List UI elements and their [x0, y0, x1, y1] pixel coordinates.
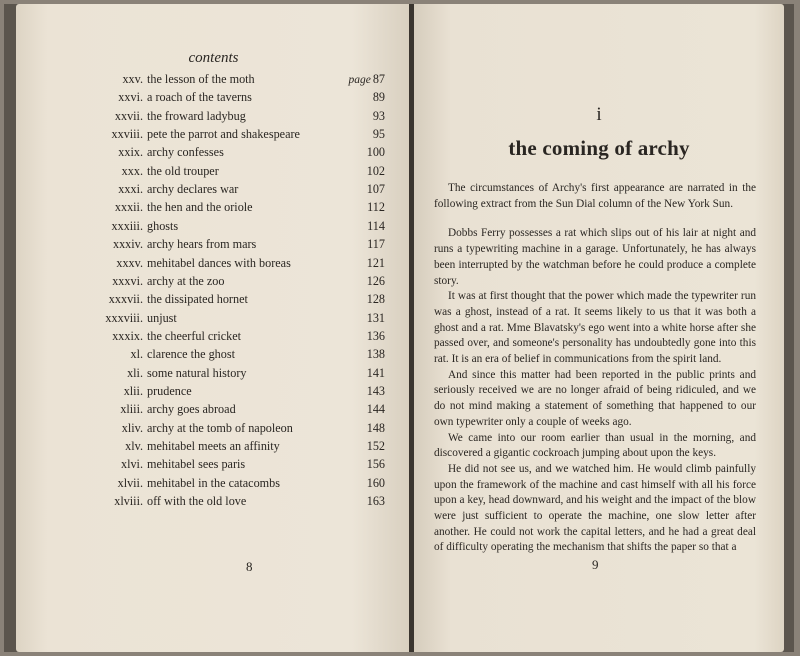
toc-entry-title: archy goes abroad — [147, 402, 236, 417]
toc-entry-title: mehitabel meets an affinity — [147, 439, 280, 453]
toc-entry-page: 95 — [372, 127, 385, 142]
toc-entry-page: 152 — [366, 439, 385, 453]
toc-entry — [16, 217, 411, 235]
toc-entry-number: xxvii. — [114, 108, 143, 123]
toc-entry-page: 156 — [366, 457, 385, 472]
toc-entry-number: xxviii. — [111, 127, 143, 142]
toc-entry-number: xxvi. — [118, 90, 143, 105]
toc-entry-page — [348, 70, 385, 89]
toc-entry-number: xlii. — [123, 383, 143, 398]
toc-entry — [16, 400, 411, 418]
toc-entry-page: 100 — [366, 145, 385, 160]
toc-entry-page: 144 — [366, 402, 385, 417]
toc-entry-page: 128 — [366, 292, 385, 307]
toc-entry-number: xlvi. — [120, 457, 143, 472]
toc-entry-page: 126 — [366, 273, 385, 288]
toc-entry-number: xlv. — [125, 439, 143, 453]
toc-entry — [16, 198, 411, 216]
toc-entry-title: mehitabel dances with boreas — [147, 255, 291, 270]
toc-entry — [16, 437, 411, 455]
toc-entry-title: archy confesses — [147, 145, 224, 160]
toc-entry-page: 131 — [366, 310, 385, 325]
toc-entry — [16, 474, 411, 492]
toc-entry-number: xxxvi. — [112, 273, 143, 288]
toc-entry-number: xlviii. — [114, 494, 143, 509]
toc-entry-title: a roach of the taverns — [147, 90, 252, 105]
toc-entry — [16, 272, 411, 290]
toc-entry-number: xliv. — [121, 420, 143, 435]
toc-entry — [16, 162, 411, 180]
toc-entry-title: the lesson of the moth — [147, 72, 255, 86]
toc-entry-page: 114 — [367, 218, 385, 233]
toc-entry-page: 138 — [366, 347, 385, 362]
toc-entry — [16, 125, 411, 143]
toc-entry — [16, 309, 411, 327]
toc-entry — [16, 290, 411, 308]
toc-entry-page: 143 — [366, 383, 385, 398]
toc-entry-page: 107 — [366, 182, 385, 197]
body-paragraph: We came into our room earlier than usual in the morning, and discovered a gigantic cockroach jumping about upon the keys. — [434, 431, 756, 460]
toc-entry — [16, 180, 411, 198]
toc-entry-number: xxix. — [118, 145, 143, 160]
body-paragraph: And since this matter had been reported in the public prints and seriously received we are no longer afraid of being ridiculed, and we do not mind making a statement of something that happened to our own typewriter only a couple of weeks ago. — [434, 368, 756, 428]
toc-entry — [16, 107, 411, 125]
toc-entry-title: archy declares war — [147, 182, 239, 197]
toc-entry-page: 93 — [372, 108, 385, 123]
toc-entry — [16, 88, 411, 106]
toc-entry-page: 117 — [367, 237, 385, 252]
toc-entry-number: xlvii. — [117, 475, 143, 490]
toc-entry-page: 148 — [366, 420, 385, 435]
intro-paragraph: The circumstances of Archy's first appearance are narrated in the following extract from the Sun Dial column of the New York Sun. — [434, 182, 756, 210]
toc-entry-page: 102 — [366, 163, 385, 178]
toc-entry — [16, 364, 411, 382]
toc-entry-title: unjust — [147, 310, 177, 325]
toc-entry-title: archy at the tomb of napoleon — [147, 420, 293, 435]
toc-entry-number: xliii. — [120, 402, 143, 417]
toc-entry-number: xxxviii. — [105, 310, 143, 325]
toc-entry-page: 141 — [366, 365, 385, 380]
toc-entry — [16, 143, 411, 161]
toc-entry — [16, 235, 411, 253]
chapter-number: i — [596, 104, 602, 125]
toc-entry-title: the cheerful cricket — [147, 328, 242, 343]
toc-entry-page: 121 — [366, 255, 385, 270]
body-paragraph: It was at first thought that the power which made the typewriter run was a ghost, instead of a rat. It seems likely to us that it was both a ghost and a rat. Mme Blavatsky's ego went into a white horse after she passed over, and someone's personality has undoubtedly gone into this rat. It is an era of belief in communications from the spirit land. — [434, 290, 756, 366]
toc-entry — [16, 455, 411, 473]
body-paragraph: Dobbs Ferry possesses a rat which slips out of his lair at night and runs a typewriting machine in a garage. Unfortunately, he has always been interrupted by the watchman before he could produce a complete story. — [434, 227, 756, 287]
left-page — [16, 4, 411, 652]
toc-entry-number: xxxiii. — [111, 218, 143, 233]
toc-entry-title: the hen and the oriole — [147, 200, 253, 215]
right-page — [414, 4, 784, 652]
toc-entry — [16, 70, 411, 88]
toc-entry-title: the froward ladybug — [147, 108, 246, 123]
toc-entry-title: the dissipated hornet — [147, 292, 248, 307]
toc-entry — [16, 419, 411, 437]
toc-entry — [16, 492, 411, 510]
toc-entry — [16, 254, 411, 272]
toc-entry-title: clarence the ghost — [147, 347, 235, 362]
toc-entry-number: xxv. — [122, 72, 143, 86]
toc-entry-page: 112 — [367, 200, 385, 215]
toc-entry-page-number: 87 — [372, 72, 385, 86]
contents-heading: contents — [188, 50, 239, 66]
toc-entry-number: xli. — [127, 365, 143, 380]
toc-entry-title: prudence — [147, 383, 192, 398]
toc-entry-title: mehitabel sees paris — [147, 457, 246, 472]
toc-entry-number: xxxiv. — [112, 237, 143, 252]
toc-entry-title: ghosts — [147, 218, 179, 233]
chapter-title: the coming of archy — [508, 136, 690, 160]
toc-entry-title: pete the parrot and shakespeare — [147, 127, 300, 142]
toc-entry-number: xxxvii. — [108, 292, 143, 307]
left-page-number: 8 — [246, 559, 253, 574]
toc-entry-title: archy hears from mars — [147, 237, 257, 252]
page-prefix: page — [348, 74, 371, 86]
right-page-number: 9 — [592, 557, 599, 572]
toc-entry-page: 136 — [366, 328, 385, 343]
toc-entry-page: 163 — [366, 494, 385, 509]
toc-entry-page: 160 — [366, 475, 385, 490]
toc-entry-title: the old trouper — [147, 163, 219, 178]
toc-entry — [16, 327, 411, 345]
toc-entry-number: xxxv. — [116, 255, 143, 270]
toc-entry-number: xl. — [130, 347, 143, 362]
toc-entry-title: some natural history — [147, 365, 247, 380]
toc-entry-title: archy at the zoo — [147, 273, 225, 288]
book-spread — [4, 4, 794, 652]
toc-entry-page: 89 — [372, 90, 385, 105]
chapter-body — [434, 181, 756, 556]
toc-entry-number: xxxix. — [112, 328, 143, 343]
toc-entry — [16, 345, 411, 363]
toc-entry-number: xxx. — [121, 163, 143, 178]
toc-entry-number: xxxi. — [118, 182, 143, 197]
toc-entry — [16, 382, 411, 400]
toc-entry-number: xxxii. — [114, 200, 143, 215]
toc-entry-title: mehitabel in the catacombs — [147, 475, 280, 490]
toc-entry-title: off with the old love — [147, 494, 247, 509]
body-paragraph: He did not see us, and we watched him. He would climb painfully upon the framework of the machine and cast himself with all his force upon a key, head downward, and his weight and the impact of the blow were just sufficient to operate the machine, one slow letter after another. He could not work the capital letters, and he had a great deal of difficulty operating the mechanism that shifts the paper so that a — [434, 462, 756, 554]
